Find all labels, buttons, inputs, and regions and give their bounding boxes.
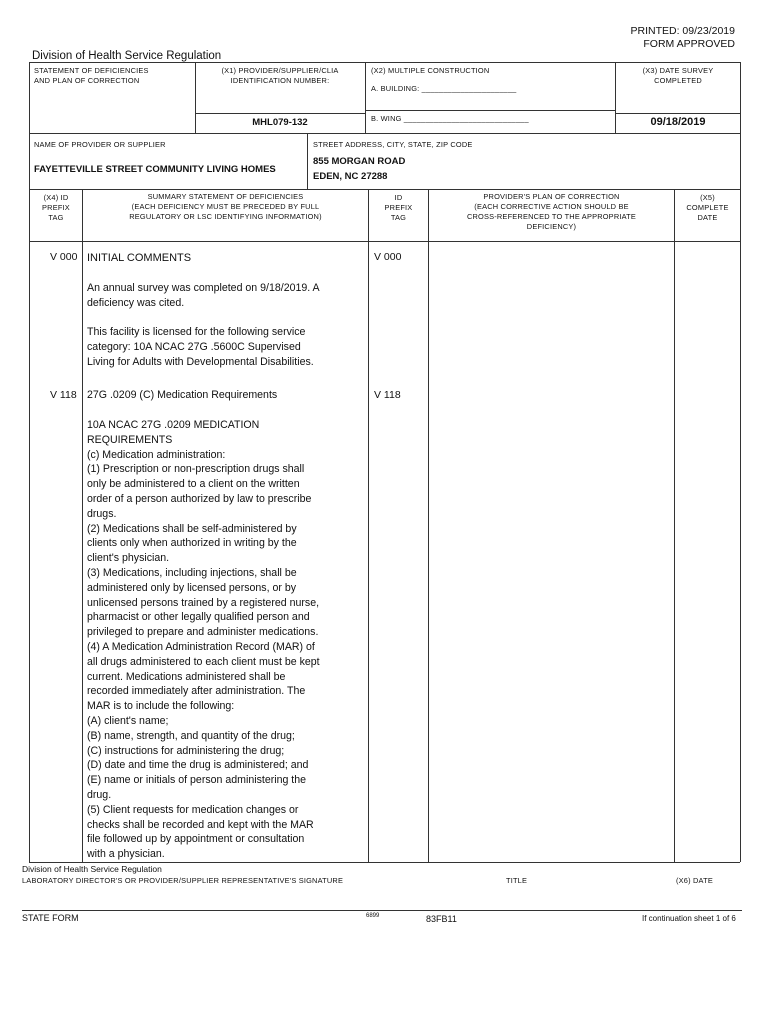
id-prefix-header: ID PREFIX TAG bbox=[384, 193, 413, 222]
tag-v000: V 000 bbox=[50, 251, 78, 263]
address-line1: 855 MORGAN ROAD bbox=[313, 156, 406, 167]
continuation-sheet: If continuation sheet 1 of 6 bbox=[642, 914, 736, 923]
tag-v118: V 118 bbox=[50, 389, 77, 401]
address-label: STREET ADDRESS, CITY, STATE, ZIP CODE bbox=[313, 140, 473, 149]
footer-division: Division of Health Service Regulation bbox=[22, 864, 162, 874]
tag-v000-right: V 000 bbox=[374, 251, 402, 263]
license-paragraph: This facility is licensed for the following service category: 10A NCAC 27G .5600C Supervised Living for Adults with Developmental Disabilities. bbox=[87, 326, 314, 368]
x2-label: (X2) MULTIPLE CONSTRUCTION bbox=[371, 66, 490, 75]
x3-label: (X3) DATE SURVEY COMPLETED bbox=[642, 66, 714, 85]
signature-label: LABORATORY DIRECTOR'S OR PROVIDER/SUPPLIER REPRESENTATIVE'S SIGNATURE bbox=[22, 876, 344, 885]
address-line2: EDEN, NC 27288 bbox=[313, 171, 388, 182]
provider-name: FAYETTEVILLE STREET COMMUNITY LIVING HOMES bbox=[34, 164, 276, 175]
statement-label: STATEMENT OF DEFICIENCIES AND PLAN OF CORRECTION bbox=[34, 66, 149, 85]
provider-name-label: NAME OF PROVIDER OR SUPPLIER bbox=[34, 140, 166, 149]
event-id: 83FB11 bbox=[426, 914, 457, 924]
form-code: 6899 bbox=[366, 913, 380, 919]
initial-comments-title: INITIAL COMMENTS bbox=[87, 252, 192, 264]
tag-v118-right: V 118 bbox=[374, 389, 401, 401]
survey-date: 09/18/2019 bbox=[650, 116, 706, 128]
building-line: A. BUILDING: ______________________ bbox=[371, 84, 517, 93]
x1-label: (X1) PROVIDER/SUPPLIER/CLIA IDENTIFICATION NUMBER: bbox=[221, 66, 339, 85]
survey-paragraph: An annual survey was completed on 9/18/2019. A deficiency was cited. bbox=[87, 282, 320, 309]
state-form-label: STATE FORM bbox=[22, 913, 79, 923]
division-title: Division of Health Service Regulation bbox=[32, 50, 222, 62]
title-label: TITLE bbox=[506, 876, 528, 885]
medication-requirements-title: 27G .0209 (C) Medication Requirements bbox=[87, 389, 278, 401]
x4-header: (X4) ID PREFIX TAG bbox=[42, 193, 70, 222]
x6-date-label: (X6) DATE bbox=[676, 876, 713, 885]
medication-rule-text: 10A NCAC 27G .0209 MEDICATION REQUIREMENTS (c) Medication administration: (1) Prescription or non-prescription drugs shall only be administered to a client on the written order of a person authorized by law to prescribe drugs. (2) Medications shall be self-administered by clients only when authorized in writing by the client's physician. (3) Medications, including injections, shall be administered only by licensed persons, or by unlicensed persons trained by a registered nurse, pharmacist or other legally qualified person and privileged to prepare and administer medications. (4) A Medication Administration Record (MAR) of all drugs administered to each client must be kept current. Medications administered shall be recorded immediately after administration. The MAR is to include the following: (A) client's name; (B) name, strength, and quantity of the drug; (C) instructions for administering the drug; (D) date and time the drug is administered; and (E) name or initials of person administering the drug. (5) Client requests for medication changes or checks shall be recorded and kept with the MAR file followed up by appointment or consultation with a physician. bbox=[87, 419, 320, 861]
x1-id-number: MHL079-132 bbox=[252, 117, 308, 128]
printed-date: PRINTED: 09/23/2019 bbox=[630, 25, 735, 37]
plan-header: PROVIDER'S PLAN OF CORRECTION (EACH CORRECTIVE ACTION SHOULD BE CROSS-REFERENCED TO THE APPROPRIATE DEFICIENCY) bbox=[466, 192, 637, 231]
x5-header: (X5) COMPLETE DATE bbox=[686, 193, 729, 222]
wing-line: B. WING _____________________________ bbox=[371, 114, 529, 123]
summary-header: SUMMARY STATEMENT OF DEFICIENCIES (EACH DEFICIENCY MUST BE PRECEDED BY FULL REGULATORY OR LSC IDENTIFYING INFORMATION) bbox=[129, 192, 322, 221]
form-approved: FORM APPROVED bbox=[643, 38, 735, 50]
